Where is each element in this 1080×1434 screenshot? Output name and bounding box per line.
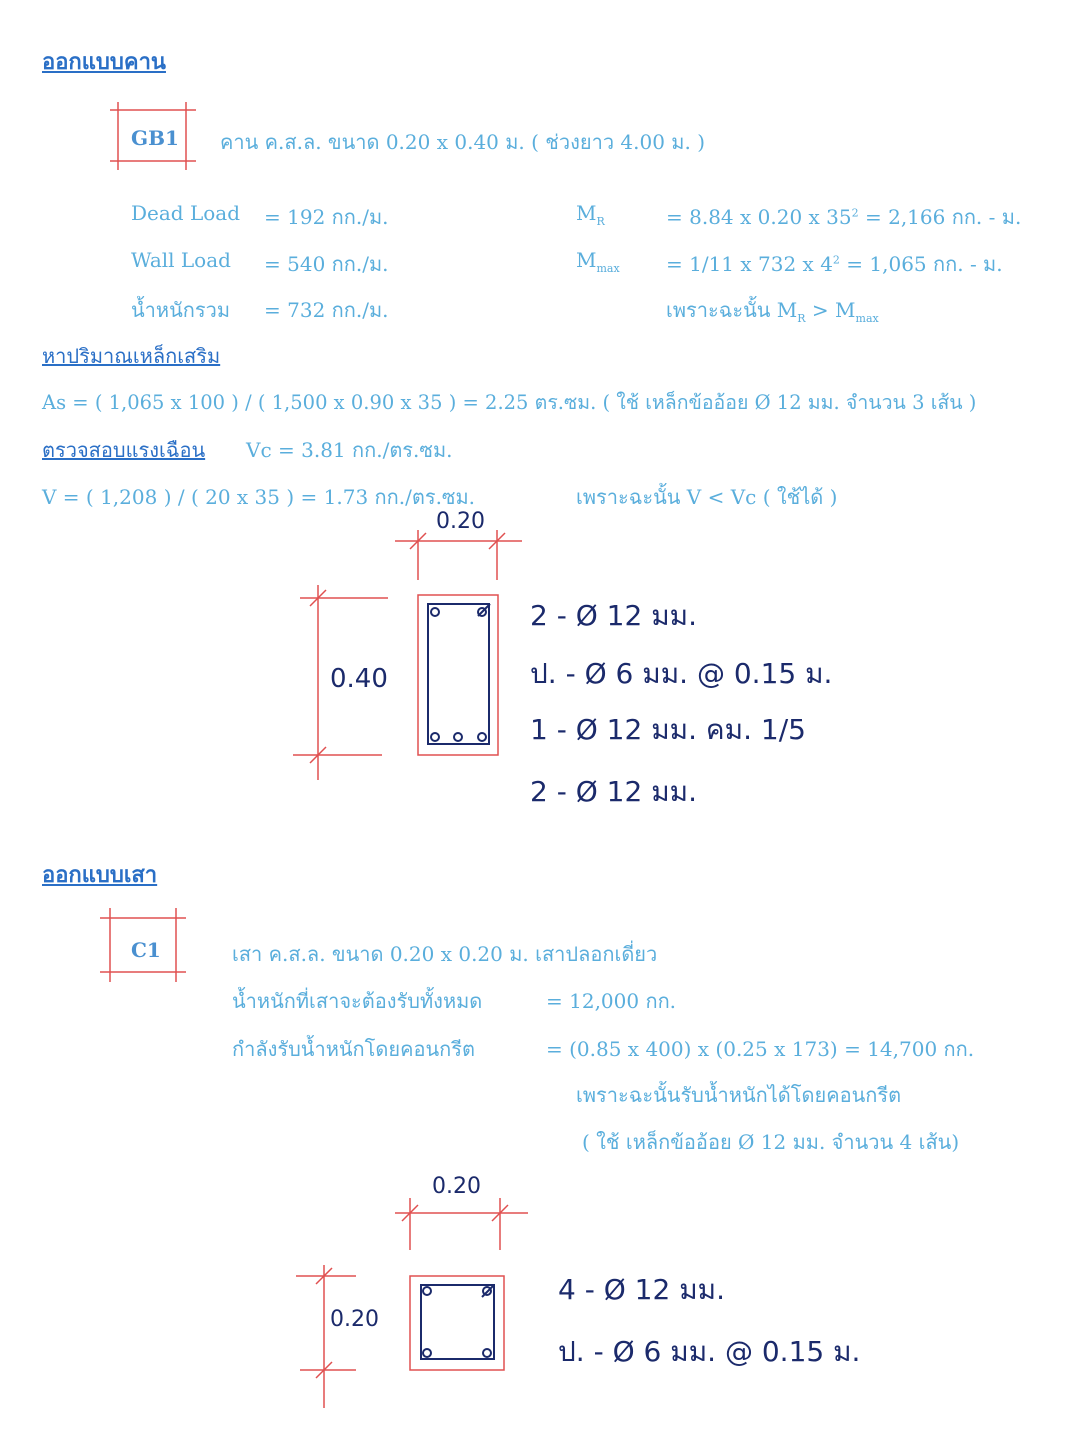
wall-load-label: Wall Load [131,248,231,272]
beam-note-bottom-bars: 2 - Ø 12 มม. [530,775,698,808]
column-tag: C1 [131,938,161,962]
beam-tag: GB1 [131,126,179,150]
mr-equation: = 8.84 x 0.20 x $35^2 = 2,166$ กก. - ม. [666,205,1022,229]
beam-note-top-bars: 2 - Ø 12 มม. [530,599,698,632]
beam-heading: ออกแบบคาน [42,49,166,75]
total-load-label: น้ำหนักรวม [131,298,231,322]
column-heading: ออกแบบเสา [42,862,158,888]
beam-note-stirrups: ป. - Ø 6 มม. @ 0.15 ม. [530,657,833,690]
v-line: V = ( 1,208 ) / ( 20 x 35 ) = 1.73 กก./ตร.ซม. [42,485,476,509]
mr-symbol: $M_R$ [576,201,605,228]
beam-title: คาน ค.ส.ล. ขนาด 0.20 x 0.40 ม. ( ช่วงยาว 4.00 ม. ) [220,130,705,154]
mmax-equation: = 1/11 x 732 x $4^2 = 1,065$ กก. - ม. [666,252,1003,276]
beam-section-sketch [293,530,522,780]
v-conclusion: เพราะฉะนั้น V < Vc ( ใช้ได้ ) [576,485,838,509]
beam-sketch-height: 0.40 [330,664,388,694]
shear-vc: Vc = 3.81 กก./ตร.ซม. [246,438,453,462]
column-sketch-height: 0.20 [330,1307,379,1332]
dead-load-value: = 192 กก./ม. [264,205,389,229]
column-note-ties: ป. - Ø 6 มม. @ 0.15 ม. [558,1335,861,1368]
mmax-symbol: $M_{max}$ [576,248,620,275]
column-sketch-width: 0.20 [432,1174,481,1199]
column-load-value: = 12,000 กก. [546,989,677,1013]
as-line: As = ( 1,065 x 100 ) / ( 1,500 x 0.90 x 35 ) = 2.25 ตร.ซม. ( ใช้ เหล็กข้ออ้อย Ø 12 มม. จำนวน 3 เส้น ) [42,391,977,414]
beam-sketch-width: 0.20 [436,509,485,534]
column-note-bars: 4 - Ø 12 มม. [558,1273,726,1306]
column-tag-frame [100,908,186,982]
total-load-value: = 732 กก./ม. [264,298,389,322]
shear-heading: ตรวจสอบแรงเฉือน [42,438,206,462]
column-conclusion: เพราะฉะนั้นรับน้ำหนักได้โดยคอนกรีต [576,1083,902,1107]
wall-load-value: = 540 กก./ม. [264,252,389,276]
column-load-label: น้ำหนักที่เสาจะต้องรับทั้งหมด [232,989,483,1013]
dead-load-label: Dead Load [131,201,241,225]
beam-tag-frame [110,102,196,170]
steel-heading: หาปริมาณเหล็กเสริม [42,344,221,368]
column-capacity-label: กำลังรับน้ำหนักโดยคอนกรีต [232,1037,476,1061]
moment-conclusion: เพราะฉะนั้น $M_R > M_{max}$ [666,298,879,325]
column-capacity-value: = (0.85 x 400) x (0.25 x 173) = 14,700 กก. [546,1037,975,1061]
column-section-sketch [296,1198,528,1408]
beam-note-bent-bar: 1 - Ø 12 มม. คม. 1/5 [530,713,806,746]
column-title: เสา ค.ส.ล. ขนาด 0.20 x 0.20 ม. เสาปลอกเดี่ยว [232,942,658,966]
column-rebar: ( ใช้ เหล็กข้ออ้อย Ø 12 มม. จำนวน 4 เส้น) [582,1130,960,1154]
